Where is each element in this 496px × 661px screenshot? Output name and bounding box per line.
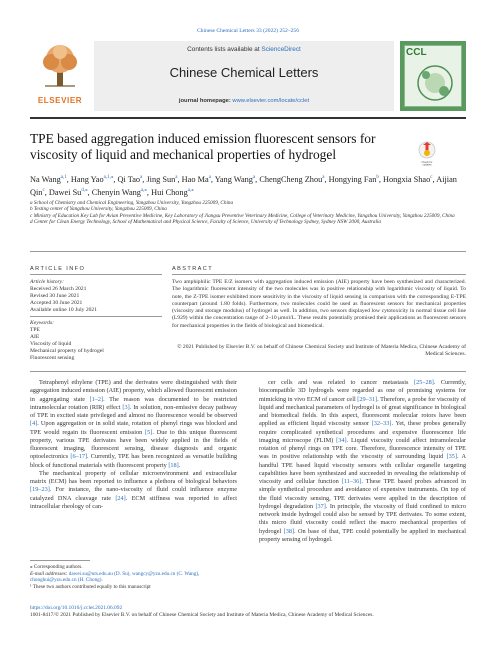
body-text: . For instance, the nano-viscosity of fluid could influence enzyme catalyzed DNA cleavage rate (30, 486, 237, 502)
reference-link[interactable]: [18] (168, 461, 179, 469)
reference-link[interactable]: [32–33] (371, 420, 392, 428)
body-text: . ECM stiffness was reported to affect intracellular rheology of can- (30, 494, 238, 510)
affiliations (30, 200, 466, 226)
article-history (30, 279, 162, 314)
body-text: . A handful TPE based liquid viscosity sensors with cellular organelle targeting capabilities have been synthesized and succeeded in revealing the relationship of viscosity and cellular function (259, 453, 466, 485)
author-affiliation-marker: d,⁎ (81, 188, 88, 194)
body-text: cer cells and was related to cancer metastasis (268, 379, 414, 386)
svg-text:Check for: Check for (421, 161, 433, 164)
body-paragraph (259, 379, 466, 544)
body-text: . On base of that, TPE could potentially be applied in mechanical property sensing of hydrogel. (259, 527, 466, 543)
journal-citation: Chinese Chemical Letters 33 (2022) 252–256 (196, 28, 300, 34)
article-info-rule (30, 274, 162, 275)
author-name[interactable]: Qi Tao (117, 174, 141, 184)
reference-link[interactable]: [3] (122, 403, 130, 411)
author-affiliation-marker: a,⁎ (140, 188, 147, 194)
body-text: . Currently, TPE has been recognized as versatile building block of functional materials with fluorescent property (30, 453, 237, 469)
elsevier-tree-icon (37, 42, 83, 88)
reference-link[interactable]: [19–23] (30, 486, 50, 494)
reference-link[interactable]: [6–17] (70, 453, 88, 461)
issn-line: 1001-8417/© 2021 Published by Elsevier B.V. on behalf of Chinese Chemical Society and Institute of Materia Medica, Chinese Academy of Medical Sciences. (30, 612, 374, 618)
author-name[interactable]: ChengCheng Zhou (259, 174, 323, 184)
keyword-list (30, 327, 162, 362)
body-paragraph (30, 379, 237, 470)
reference-link[interactable]: [11–36] (341, 478, 362, 485)
homepage-link[interactable]: www.elsevier.com/locate/cclet (232, 98, 310, 104)
body-text: . Liquid viscosity could affect intramolecular rotation of phenyl rings on TPE core. Therefore, fluorescence intensity of TPE was in positive relationship with the viscosity of surrounding liquid (259, 436, 466, 461)
history-rule (30, 316, 162, 317)
reference-link[interactable]: [35] (446, 453, 457, 461)
author-name[interactable]: Hui Chong (151, 188, 188, 198)
author-name[interactable]: Aijian Qin (30, 174, 457, 198)
author-affiliation-marker: c (42, 188, 45, 194)
keyword: Viscosity of liquid (30, 341, 72, 347)
body-text: . Currently, biocompatible 3D hydrogels were regarded as one of promising systems for mimicking in vivo ECM of cancer cell (259, 379, 466, 403)
svg-text:updates: updates (422, 163, 432, 166)
reference-link[interactable]: [4] (30, 420, 38, 428)
abstract-text: Two amphiphilic TPE E/Z isomers with aggregation induced emission (AIE) property have been synthesized and characterized. The logarithmic fluorescent intensity of the two molecules was in positive relationship with logarithmic viscosity of liquid. To note, the Z-TPE isomer exhibited more sensitivity in the viscosity of liquid sensing in comparison with the corresponding E-TPE counterpart (around 1.80 folds). Furthermore, two molecules could be used as fluorescent sensors for mechanical properties (viscosity and storage modulus) of hydrogel as well. In addition, two sensors displayed low cytotoxicity in normal tissue cell line (L929) within the concentration range of 2–10 μmol/L. These results potentially promised their applications as fluorescent sensors for mechanical properties in the fields of biological and biomedical. (172, 279, 466, 329)
reference-link[interactable]: [29–31] (357, 395, 378, 403)
body-text: . Therefore, a probe for viscosity of liquid and mechanical parameters of hydrogel is of great significance in biological and biomedical fields. In this aspect, fluorescent molecular rotors have been applied as efficient liquid viscosity sensor (259, 395, 466, 428)
author-affiliation-marker: b (376, 175, 379, 180)
cover-graphic-icon (414, 62, 456, 104)
reference-link[interactable]: [34] (336, 436, 347, 444)
affiliation-line: b Testing center of Yangzhou University, Yangzhou 225009, China (30, 206, 167, 213)
abstract-rule (172, 274, 466, 275)
sciencedirect-link[interactable]: ScienceDirect (261, 46, 301, 53)
keyword: Mechanical property of hydrogel (30, 348, 104, 354)
doi-link[interactable]: https://doi.org/10.1016/j.cclet.2021.06.092 (30, 605, 123, 611)
affiliation-line: c Ministry of Education Key Lab for Avian Preventive Medicine, Key Laboratory of Jiangsu Preventive Veterinary Medicine, College of Veterinary Medicine, Yangzhou University, Yangzhou 225009, China (30, 212, 455, 219)
email-note (30, 571, 237, 584)
keywords-heading: Keywords: (30, 320, 55, 326)
author-affiliation-marker: a (140, 175, 143, 180)
author-name[interactable]: Jing Sun (146, 174, 176, 184)
author-affiliation-marker: a (208, 175, 211, 180)
author-affiliation-marker: a (322, 175, 325, 180)
corresponding-note: ⁎ Corresponding authors. (30, 564, 83, 570)
history-date: Accepted 30 June 2021 (30, 300, 83, 306)
author-name[interactable]: Hongying Fan (328, 174, 377, 184)
abstract-copyright: © 2021 Published by Elsevier B.V. on behalf of Chinese Chemical Society and Institute of Materia Medica, Chinese Academy of Medical Sciences. (177, 344, 466, 358)
header-rule (30, 117, 466, 119)
reference-link[interactable]: [5] (145, 428, 153, 436)
email-addresses[interactable]: dawei.su@uts.edu.au (D. Su), wangcy@yzu.edu.cn (C. Wang), chonghui@yzu.edu.cn (H. Chong). (30, 570, 200, 584)
section-rule (30, 251, 466, 252)
body-text: The mechanical property of cellular microenvironment and extracellular matrix (ECM) has been reported to influence a plethora of biological behaviors (30, 469, 237, 485)
reference-link[interactable]: [25–28] (413, 379, 434, 386)
body-text: . Yet, these probes generally require complicated synthetical procedures and expensive fluorescence life imaging microscope (FLIM) (259, 420, 466, 444)
reference-link[interactable]: [37] (315, 502, 326, 510)
homepage-prefix: journal homepage: (178, 98, 231, 104)
author-name[interactable]: Hao Ma (181, 174, 209, 184)
doi-block (30, 605, 466, 619)
contents-line (94, 46, 394, 53)
reference-link[interactable]: [24] (115, 494, 126, 502)
author-affiliation-marker: a (252, 175, 256, 180)
article-info-heading: ARTICLE INFO (30, 266, 86, 272)
affiliation-line: d Center for Clean Energy Technology, School of Mathematical and Physical Science, Faculty of Science, University of Technology Sydney, Sydney NSW 2000, Australia (30, 219, 381, 226)
keyword: TPE (30, 327, 40, 333)
author-affiliation-marker: a,1 (60, 175, 67, 180)
body-text: . The reason was documented to be restricted intramolecular rotation (RIR) effect (30, 395, 237, 411)
contents-prefix: Contents lists available at (187, 46, 260, 53)
body-left-column (30, 379, 237, 511)
author-affiliation-marker: a,⁎ (187, 188, 194, 194)
author-name[interactable]: Hang Yao (70, 174, 104, 184)
author-name[interactable]: Na Wang (30, 174, 61, 184)
article-title: TPE based aggregation induced emission fluorescent sensors for viscosity of liquid and mechanical properties of hydrogel (30, 131, 376, 162)
body-text: . (178, 461, 181, 469)
journal-cover-label: CCL (406, 47, 427, 58)
homepage-line (94, 98, 394, 104)
elsevier-wordmark: ELSEVIER (37, 96, 83, 105)
history-date: Revised 30 June 2021 (30, 293, 80, 299)
keyword: Fluorescent sensing (30, 355, 75, 361)
keyword: AIE (30, 334, 40, 340)
footnotes (30, 564, 237, 591)
history-heading: Article history: (30, 279, 65, 285)
body-right-column (259, 379, 466, 544)
body-text: . In principle, the viscosity of fluid confined to micro network inside hydrogel could also be sensed by TPE derivates. To some extent, this micro fluid viscosity could reflect the macro mechanical properties of hydrogel (259, 502, 466, 535)
history-date: Available online 10 July 2021 (30, 307, 98, 313)
reference-link[interactable]: [38] (283, 527, 295, 535)
body-text: Tetraphenyl ethylene (TPE) and the derivates were distinguished with their aggregation induced emission (AIE) property, which allowed fluorescent emission in aggregating state (30, 379, 237, 403)
equal-contribution-note: ¹ These two authors contributed equally to this manuscript (30, 584, 151, 591)
author-affiliation-marker: a (175, 175, 178, 180)
body-text: . Due to this unique fluorescent property, various TPE derivates have been widely applied in the fields of fluorescent imaging, fluorescent sensing, disease diagnosis and organic optoelectronics (30, 428, 237, 461)
author-affiliation-marker: a,1,⁎ (103, 175, 114, 180)
email-prefix: E-mail addresses: (30, 570, 68, 577)
footnote-rule (30, 560, 90, 561)
author-list: Na Wang$^{a,1}$, Hang Yao$^{a,1,⁎}$, Qi Tao$^a$, Jing Sun$^a$, Hao Ma$^a$, Yang Wang$^a$, ChengCheng Zhou$^a$, Hongying Fan$^b$, Hongxia Shao$^c$, Aijian Qin$^c$, Dawei $Su^{d,⁎}$, Chenyin Wang$^{a,⁎}$, Hui Chong$^{a,⁎}$ (30, 174, 457, 198)
abstract-heading: ABSTRACT (172, 266, 214, 272)
author-name[interactable]: Yang Wang (214, 174, 253, 184)
body-text: . Upon aggregation or in solid state, rotation of phenyl rings was blocked and TPE would regain its fluorescent emission (30, 420, 237, 436)
keywords (30, 320, 162, 362)
author-name[interactable]: Dawei Su (48, 188, 82, 198)
body-paragraph (30, 470, 237, 511)
author-name[interactable]: Chenyin Wang (91, 188, 141, 198)
affiliation-line: a School of Chemistry and Chemical Engineering, Yangzhou University, Yangzhou 225009, China (30, 200, 234, 206)
abstract-bottom-rule (30, 371, 466, 372)
author-affiliation-marker: c (430, 175, 433, 180)
check-for-updates-icon[interactable] (416, 140, 438, 166)
reference-link[interactable]: [1–2] (89, 395, 104, 403)
body-text: . These TPE based probes advanced in simple synthetical procedure and avoidance of expensive instruments. On top of the fluid viscosity sensing, TPE derivates were applied in the description of hydrogel degradation (259, 478, 466, 510)
body-text: . In solution, non-emissive decay pathway of TPE in excited state privileged and almost no fluorescence would be observed (30, 403, 237, 419)
author-name[interactable]: Hongxia Shao (383, 174, 431, 184)
history-date: Received 26 March 2021 (30, 286, 87, 292)
journal-title: Chinese Chemical Letters (169, 65, 319, 80)
